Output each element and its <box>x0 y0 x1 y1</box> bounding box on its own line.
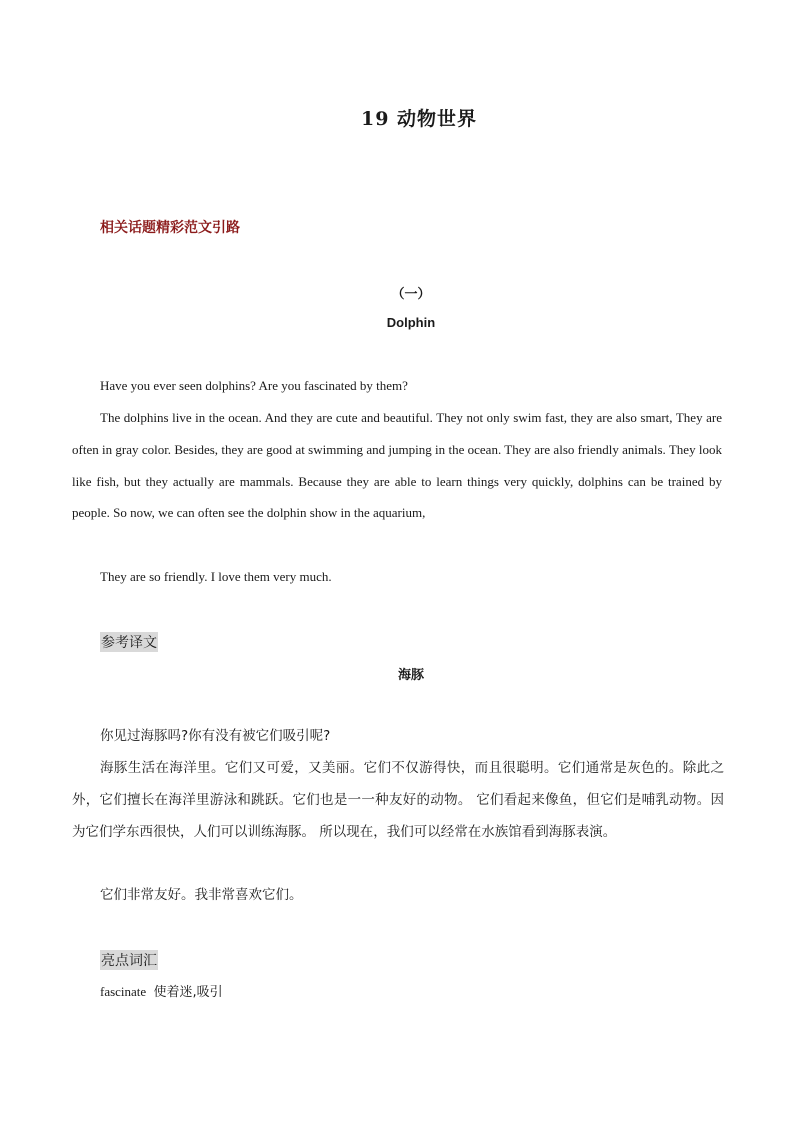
page-title: 19 动物世界 <box>360 108 478 130</box>
translation-label: 参考译文 <box>100 632 158 652</box>
essay-paragraph-1: Have you ever seen dolphins? Are you fascinated by them? <box>100 378 408 393</box>
vocabulary-word: fascinate <box>100 984 147 999</box>
translation-paragraph-1: 你见过海豚吗?你有没有被它们吸引呢? <box>100 728 331 744</box>
section-heading: 相关话题精彩范文引路 <box>100 220 240 236</box>
essay-paragraph-3: They are so friendly. I love them very much. <box>100 569 332 584</box>
translation-title: 海豚 <box>397 668 424 683</box>
vocabulary-label: 亮点词汇 <box>100 950 158 970</box>
translation-paragraph-2: 海豚生活在海洋里。它们又可爱，又美丽。它们不仅游得快，而且很聪明。它们通常是灰色的。除此之外，它们擅长在海洋里游泳和跳跃。它们也是一一种友好的动物。 它们看起来像鱼，但它们是哺乳动物。因为它们学东西很快，人们可以训练海豚。 所以现在，我们可以经常在水族馆看到海豚表演。 <box>72 760 724 840</box>
vocabulary-item <box>100 981 223 1000</box>
vocabulary-meaning: 使着迷,吸引 <box>153 985 223 1000</box>
essay-number: （一） <box>391 287 431 302</box>
translation-paragraph-3: 它们非常友好。我非常喜欢它们。 <box>100 887 303 903</box>
essay-title: Dolphin <box>386 315 436 330</box>
essay-paragraph-2: The dolphins live in the ocean. And they are cute and beautiful. They not only swim fast, they are also smart, They are often in gray color. Besides, they are good at swimming and jumping in the ocean. They are also friendly animals. They look like fish, but they actually are mammals. Because they are able to learn things very quickly, dolphins can be trained by people. So now, we can often see the dolphin show in the aquarium, <box>72 410 722 521</box>
